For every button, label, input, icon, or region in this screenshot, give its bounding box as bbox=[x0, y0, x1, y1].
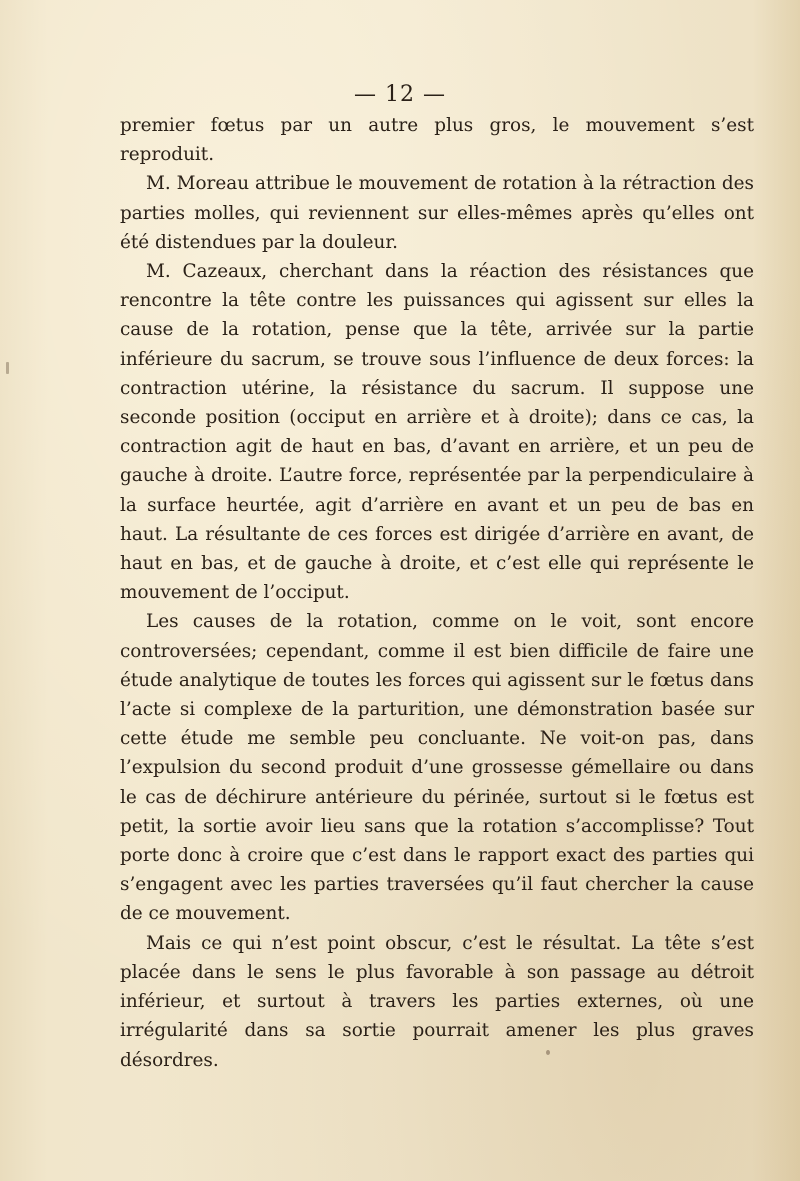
paragraph-causes-rotation: Les causes de la rotation, comme on le voit, sont encore controversées; cependant, comme il est bien difficile de faire une étude analytique de toutes les forces qui agissent sur le fœtus dans l’acte si complexe de la parturition, une démonstration basée sur cette étude me semble peu concluante. Ne voit-on pas, dans l’expulsion du second produit d’une grossesse gémellaire ou dans le cas de déchirure antérieure du périnée, surtout si le fœtus est petit, la sortie avoir lieu sans que la rotation s’accomplisse? Tout porte donc à croire que c’est dans le rapport exact des parties qui s’engagent avec les parties traversées qu’il faut chercher la cause de ce mouvement. bbox=[120, 611, 754, 925]
paragraph-cazeaux: M. Cazeaux, cherchant dans la réaction des résistances que rencontre la tête contre les puissances qui agissent sur elles la cause de la rotation, pense que la tête, arrivée sur la partie inférieure du sacrum, se trouve sous l’influence de deux forces: la contraction utérine, la résistance du sacrum. Il suppose une seconde position (occiput en arrière et à droite); dans ce cas, la contraction agit de haut en bas, d’avant en arrière, et un peu de gauche à droite. L’autre force, représentée par la perpendiculaire à la surface heurtée, agit d’arrière en avant et un peu de bas en haut. La résultante de ces forces est dirigée d’arrière en avant, de haut en bas, et de gauche à droite, et c’est elle qui représente le mouvement de l’occiput. bbox=[120, 261, 754, 604]
body-text bbox=[120, 111, 754, 1075]
paper-mark bbox=[6, 362, 9, 374]
paragraph-moreau: M. Moreau attribue le mouvement de rotation à la rétraction des parties molles, qui reviennent sur elles-mêmes après qu’elles ont été distendues par la douleur. bbox=[120, 173, 754, 253]
paragraph-continuation: premier fœtus par un autre plus gros, le mouvement s’est reproduit. bbox=[120, 115, 754, 166]
paragraph-resultat: Mais ce qui n’est point obscur, c’est le résultat. La tête s’est placée dans le sens le plus favorable à son passage au détroit inférieur, et surtout à travers les parties externes, où une irrégularité dans sa sortie pourrait amener les plus graves désordres. bbox=[120, 932, 754, 1071]
paper-speck bbox=[546, 1050, 550, 1055]
page-number: — 12 — bbox=[354, 82, 446, 107]
